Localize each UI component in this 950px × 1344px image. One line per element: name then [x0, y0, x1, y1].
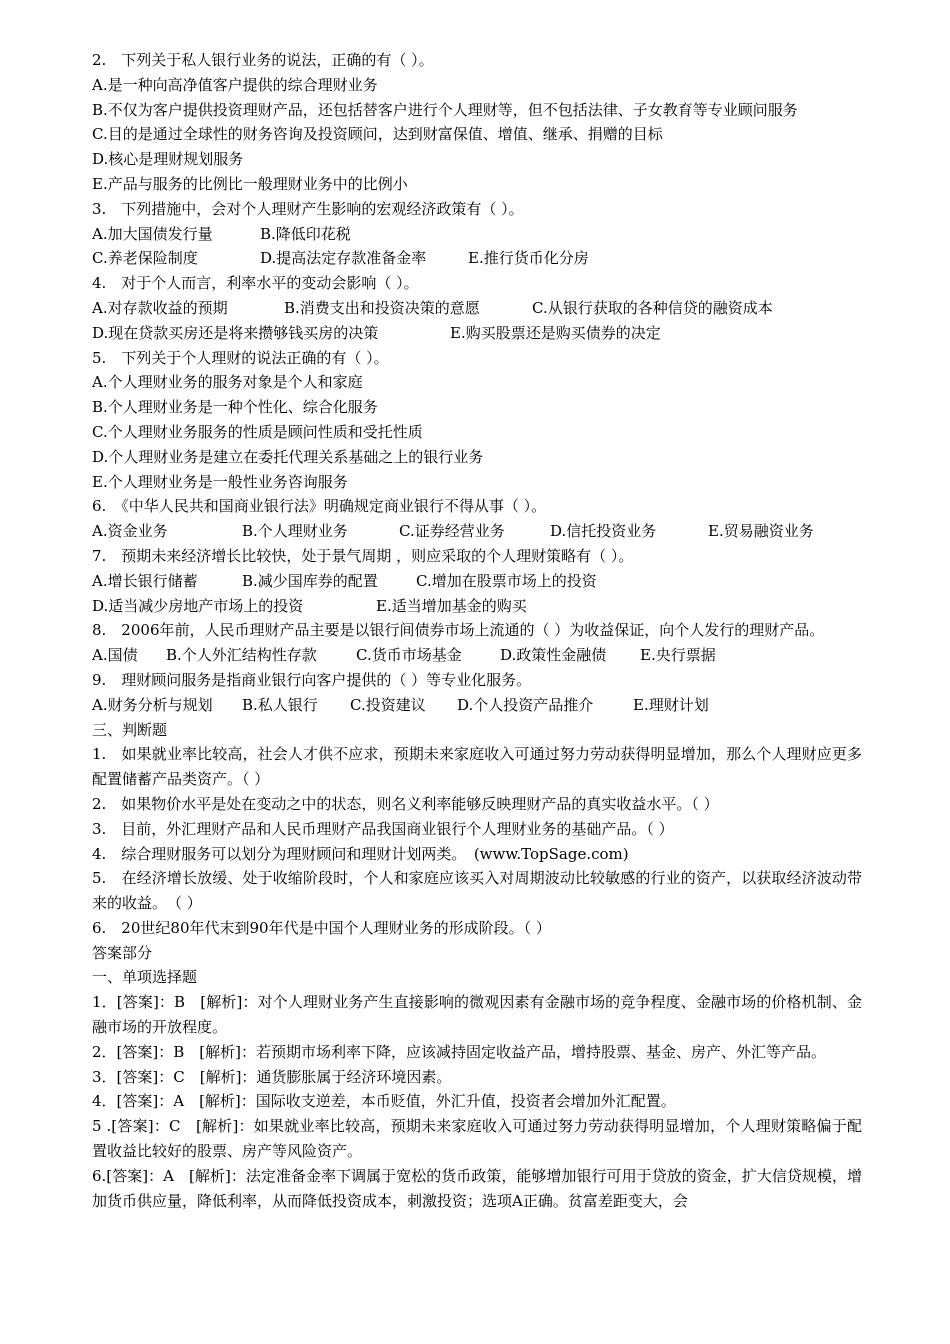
- question-5-option-a: A.个人理财业务的服务对象是个人和家庭: [92, 373, 363, 392]
- question-6-option-e: E.贸易融资业务: [708, 522, 814, 541]
- question-4-stem: 4. 对于个人而言，利率水平的变动会影响（ ）。: [92, 274, 419, 293]
- answer-item-2: 2．[答案]：B [解析]：若预期市场利率下降，应该减持固定收益产品，增持股票、基金、房产、外汇等产品。: [92, 1042, 826, 1061]
- answer-item-3: 3．[答案]：C [解析]：通货膨胀属于经济环境因素。: [92, 1067, 452, 1086]
- answer-item-4: 4．[答案]：A [解析]：国际收支逆差，本币贬值，外汇升值，投资者会增加外汇配置。: [92, 1092, 676, 1111]
- question-7-option-d: D.适当减少房地产市场上的投资: [92, 596, 304, 615]
- question-7-option-a: A.增长银行储蓄: [92, 571, 198, 590]
- document-page: [92, 48, 862, 1213]
- question-3-option-a: A.加大国债发行量: [92, 224, 213, 243]
- judge-item-3: 3. 目前，外汇理财产品和人民币理财产品我国商业银行个人理财业务的基础产品。（ ）: [92, 819, 674, 838]
- answer-item-1: 1．[答案]：B [解析]：对个人理财业务产生直接影响的微观因素有金融市场的竞争程度、金融市场的价格机制、金融市场的开放程度。: [92, 993, 862, 1037]
- question-3-options-row-2: [92, 246, 862, 271]
- judge-item-5: 5. 在经济增长放缓、处于收缩阶段时，个人和家庭应该买入对周期波动比较敏感的行业的资产，以获取经济波动带来的收益。 （ ）: [92, 869, 862, 913]
- question-9-options-row: [92, 693, 862, 718]
- answers-subheading: 一、单项选择题: [92, 968, 198, 987]
- question-8-options-row: [92, 643, 862, 668]
- question-3-stem: 3. 下列措施中，会对个人理财产生影响的宏观经济政策有（ ）。: [92, 199, 524, 218]
- question-5-option-b: B.个人理财业务是一种个性化、综合化服务: [92, 398, 378, 417]
- question-2-option-b: B.不仅为客户提供投资理财产品，还包括替客户进行个人理财等，但不包括法律、子女教育等专业顾问服务: [92, 100, 798, 119]
- question-8-option-b: B.个人外汇结构性存款: [166, 646, 317, 665]
- question-2-option-e: E.产品与服务的比例比一般理财业务中的比例小: [92, 174, 408, 193]
- question-4-option-c: C.从银行获取的各种信贷的融资成本: [532, 298, 773, 317]
- question-9-option-e: E.理财计划: [633, 695, 709, 714]
- question-8-option-a: A.国债: [92, 646, 138, 665]
- question-3-option-c: C.养老保险制度: [92, 249, 198, 268]
- answer-item-5: 5 .[答案]：C [解析]：如果就业率比较高，预期未来家庭收入可通过努力劳动获得明显增加，个人理财策略偏于配置收益比较好的股票、房产等风险资产。: [92, 1117, 862, 1161]
- question-9-option-d: D.个人投资产品推介: [457, 695, 594, 714]
- question-5-stem: 5. 下列关于个人理财的说法正确的有（ ）。: [92, 348, 389, 367]
- question-2-stem: 2. 下列关于私人银行业务的说法，正确的有（ ）。: [92, 51, 434, 69]
- judge-item-4: 4. 综合理财服务可以划分为理财顾问和理财计划两类。 (www.TopSage.com): [92, 844, 629, 863]
- question-7-option-b: B.减少国库券的配置: [242, 571, 378, 590]
- question-7-stem: 7. 预期未来经济增长比较快，处于景气周期 ，则应采取的个人理财策略有（ ）。: [92, 546, 634, 565]
- question-8-option-e: E.央行票据: [640, 646, 716, 665]
- question-7-options-row-1: [92, 569, 862, 594]
- question-6-option-c: C.证券经营业务: [399, 522, 505, 541]
- question-6-option-b: B.个人理财业务: [242, 522, 348, 541]
- question-8-option-c: C.货币市场基金: [356, 646, 462, 665]
- section-heading-true-false: 三、判断题: [92, 720, 168, 739]
- question-4-option-e: E.购买股票还是购买债券的决定: [450, 323, 661, 342]
- question-9-stem: 9. 理财顾问服务是指商业银行向客户提供的（ ）等专业化服务。: [92, 670, 532, 689]
- question-3-option-d: D.提高法定存款准备金率: [260, 249, 427, 268]
- question-2-option-a: A.是一种向高净值客户提供的综合理财业务: [92, 75, 378, 94]
- question-5-option-e: E.个人理财业务是一般性业务咨询服务: [92, 472, 348, 491]
- question-5-option-c: C.个人理财业务服务的性质是顾问性质和受托性质: [92, 422, 423, 441]
- question-9-option-a: A.财务分析与规划: [92, 695, 213, 714]
- question-6-option-d: D.信托投资业务: [550, 522, 657, 541]
- judge-item-1: 1. 如果就业率比较高，社会人才供不应求，预期未来家庭收入可通过努力劳动获得明显增加，那么个人理财应更多配置储蓄产品类资产。（ ）: [92, 745, 862, 789]
- question-6-options-row: [92, 519, 862, 544]
- question-9-option-b: B.私人银行: [242, 695, 318, 714]
- answers-heading: 答案部分: [92, 943, 153, 962]
- question-4-option-a: A.对存款收益的预期: [92, 298, 228, 317]
- question-3-option-e: E.推行货币化分房: [468, 249, 589, 268]
- question-4-option-b: B.消费支出和投资决策的意愿: [284, 298, 480, 317]
- question-3-option-b: B.降低印花税: [260, 224, 351, 243]
- question-2-option-d: D.核心是理财规划服务: [92, 150, 244, 169]
- judge-item-2: 2. 如果物价水平是处在变动之中的状态，则名义利率能够反映理财产品的真实收益水平。（ ）: [92, 794, 719, 813]
- answer-item-6: 6.[答案]：A [解析]：法定准备金率下调属于宽松的货币政策，能够增加银行可用于贷放的资金，扩大信贷规模，增加货币供应量，降低利率，从而降低投资成本，刺激投资；选项A正确。贫富差距变大，会: [92, 1166, 862, 1210]
- question-7-option-e: E.适当增加基金的购买: [376, 596, 527, 615]
- question-9-option-c: C.投资建议: [350, 695, 426, 714]
- question-6-stem: 6. 《中华人民共和国商业银行法》明确规定商业银行不得从事（ ）。: [92, 497, 547, 516]
- question-8-stem: 8. 2006年前，人民币理财产品主要是以银行间债券市场上流通的（ ）为收益保证，向个人发行的理财产品。: [92, 621, 825, 640]
- question-6-option-a: A.资金业务: [92, 522, 168, 541]
- question-7-option-c: C.增加在股票市场上的投资: [416, 571, 597, 590]
- judge-item-6: 6. 20世纪80年代末到90年代是中国个人理财业务的形成阶段。（ ）: [92, 918, 551, 937]
- question-4-option-d: D.现在贷款买房还是将来攒够钱买房的决策: [92, 323, 379, 342]
- question-4-options-row-1: [92, 296, 862, 321]
- question-7-options-row-2: [92, 594, 862, 619]
- question-4-options-row-2: [92, 321, 862, 346]
- question-2-option-c: C.目的是通过全球性的财务咨询及投资顾问，达到财富保值、增值、继承、捐赠的目标: [92, 125, 663, 144]
- question-8-option-d: D.政策性金融债: [500, 646, 607, 665]
- question-5-option-d: D.个人理财业务是建立在委托代理关系基础之上的银行业务: [92, 447, 484, 466]
- question-3-options-row-1: [92, 222, 862, 247]
